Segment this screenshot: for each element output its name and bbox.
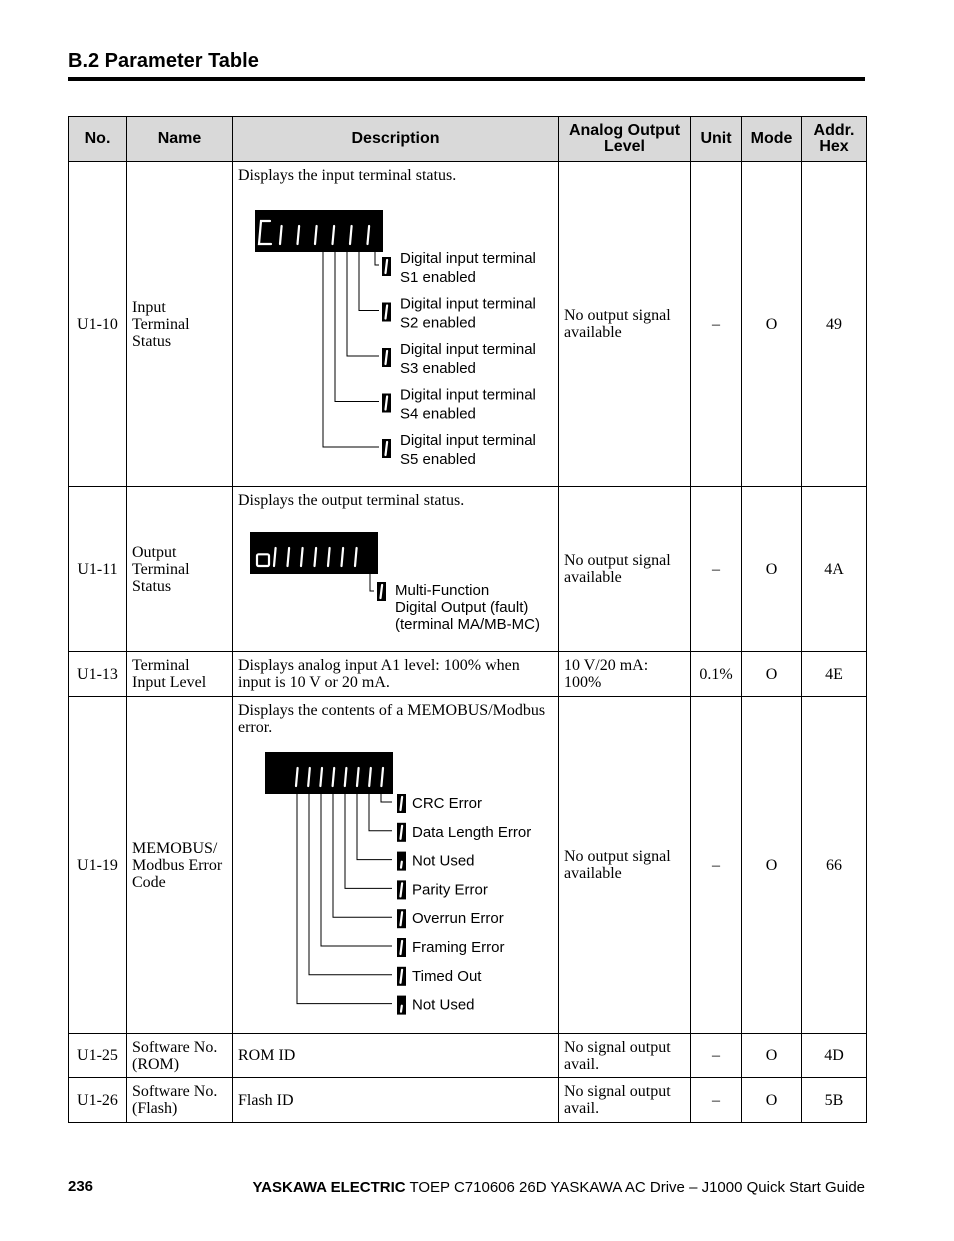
diagram-label: Not Used	[412, 996, 475, 1014]
diagram-label: Data Length Error	[412, 823, 532, 841]
param-no: U1-19	[69, 697, 127, 1034]
segment-bar	[401, 862, 402, 868]
level-line: available	[564, 569, 622, 586]
param-name-line: Code	[132, 873, 166, 891]
callout-wire	[323, 252, 379, 447]
param-unit: –	[691, 697, 742, 1034]
table-row	[69, 1034, 867, 1078]
callout-wire	[381, 794, 392, 802]
memobus-error-code-diagram	[238, 736, 554, 1021]
display-panel	[265, 752, 393, 794]
param-addr-hex: 49	[802, 162, 867, 487]
param-unit: –	[691, 1078, 742, 1123]
header-analog-output-level	[559, 117, 691, 162]
display-panel	[250, 532, 378, 574]
level-line: avail.	[564, 1100, 600, 1117]
diagram-label: Parity Error	[412, 881, 488, 899]
analog-output-level	[559, 652, 691, 697]
param-no: U1-26	[69, 1078, 127, 1123]
diagram-label: S4 enabled	[400, 405, 476, 423]
table-header-row	[69, 117, 867, 162]
level-line: 10 V/20 mA:	[564, 657, 649, 674]
parameter-table	[68, 116, 867, 1123]
input-terminal-callout	[375, 250, 536, 286]
diagram-label: Multi-Function	[395, 582, 490, 599]
diagram-label: S2 enabled	[400, 314, 476, 332]
param-name-line: Modbus Error	[132, 856, 223, 874]
level-line: available	[564, 324, 622, 341]
param-unit: –	[691, 162, 742, 487]
param-name	[127, 487, 233, 652]
diagram-label: CRC Error	[412, 795, 482, 812]
seven-segment-display	[250, 532, 378, 574]
param-mode: O	[742, 652, 802, 697]
param-name-line: Terminal	[132, 560, 190, 578]
param-description	[233, 162, 559, 487]
footer-doc: TOEP C710606 26D YASKAWA AC Drive – J1000 Quick Start Guide	[405, 1179, 865, 1196]
section-rule	[68, 77, 865, 81]
param-mode: O	[742, 162, 802, 487]
callout-wire	[375, 252, 379, 265]
description-text: Displays the input terminal status.	[238, 167, 457, 184]
input-terminal-status-diagram	[238, 184, 554, 474]
param-no: U1-25	[69, 1034, 127, 1078]
param-name-line: Input Level	[132, 674, 207, 691]
param-name	[127, 652, 233, 697]
output-terminal-callout	[370, 574, 540, 633]
param-no: U1-10	[69, 162, 127, 487]
param-addr-hex: 4A	[802, 487, 867, 652]
param-no: U1-13	[69, 652, 127, 697]
param-addr-hex: 4E	[802, 652, 867, 697]
param-name-line: Input	[132, 298, 166, 316]
param-name-line: Software No.	[132, 1083, 218, 1100]
description-text: Displays the output terminal status.	[238, 492, 465, 509]
seven-segment-display	[255, 210, 383, 252]
header-level-line-2: Level	[604, 138, 645, 155]
diagram-label: Digital input terminal	[400, 432, 536, 449]
param-name-line: Status	[132, 332, 172, 350]
param-description	[233, 652, 559, 697]
param-mode: O	[742, 487, 802, 652]
param-unit: –	[691, 1034, 742, 1078]
callout-wire	[333, 794, 392, 917]
level-line: avail.	[564, 1055, 600, 1073]
seven-segment-display	[265, 752, 393, 794]
param-mode: O	[742, 697, 802, 1034]
header-unit: Unit	[691, 117, 742, 162]
diagram-label: S5 enabled	[400, 451, 476, 468]
diagram-label: Digital input terminal	[400, 386, 536, 404]
level-line: No output signal	[564, 307, 671, 324]
param-description	[233, 487, 559, 652]
error-bit-callout	[381, 794, 482, 813]
table-row	[69, 697, 867, 1034]
param-no: U1-11	[69, 487, 127, 652]
diagram-label: Digital input terminal	[400, 295, 536, 313]
param-name-line: Terminal	[132, 657, 190, 674]
diagram-label: (terminal MA/MB-MC)	[395, 616, 540, 633]
param-name	[127, 1078, 233, 1123]
description-line: Displays the contents of a MEMOBUS/Modbus	[238, 702, 546, 719]
param-mode: O	[742, 1034, 802, 1078]
diagram-label: Overrun Error	[412, 910, 504, 928]
page-number: 236	[68, 1178, 94, 1195]
header-description: Description	[233, 117, 559, 162]
diagram-label: Digital input terminal	[400, 250, 536, 267]
footer-brand: YASKAWA ELECTRIC	[252, 1179, 406, 1196]
header-addr-line-1: Addr.	[813, 122, 855, 139]
param-name-line: MEMOBUS/	[132, 839, 218, 857]
param-name-line: Status	[132, 577, 172, 595]
param-addr-hex: 66	[802, 697, 867, 1034]
description-line: input is 10 V or 20 mA.	[238, 674, 390, 691]
param-name-line: (Flash)	[132, 1100, 178, 1117]
header-no: No.	[69, 117, 127, 162]
param-unit: 0.1%	[691, 652, 742, 697]
header-addr-hex	[802, 117, 867, 162]
header-mode: Mode	[742, 117, 802, 162]
level-line: No signal output	[564, 1038, 671, 1056]
param-name-line: Output	[132, 543, 177, 561]
param-name-line: (ROM)	[132, 1055, 180, 1073]
level-line: No signal output	[564, 1083, 671, 1100]
diagram-label: Digital Output (fault)	[395, 599, 529, 616]
analog-output-level	[559, 487, 691, 652]
param-name	[127, 697, 233, 1034]
param-description	[233, 697, 559, 1034]
analog-output-level	[559, 1078, 691, 1123]
callout-wire	[370, 574, 374, 591]
header-level-line-1: Analog Output	[568, 122, 681, 139]
header-name: Name	[127, 117, 233, 162]
header-addr-line-2: Hex	[819, 138, 849, 155]
param-mode: O	[742, 1078, 802, 1123]
footer-doc-title	[253, 1179, 865, 1196]
diagram-label: S3 enabled	[400, 360, 476, 377]
param-description: Flash ID	[233, 1078, 559, 1123]
table-row	[69, 162, 867, 487]
callout-wire	[357, 794, 392, 860]
callout-wire	[335, 252, 379, 402]
analog-output-level	[559, 162, 691, 487]
diagram-label: Timed Out	[412, 967, 482, 985]
diagram-label: S1 enabled	[400, 269, 476, 286]
callout-wire	[359, 252, 379, 311]
table-row	[69, 1078, 867, 1123]
diagram-label: Not Used	[412, 852, 475, 870]
display-panel	[255, 210, 383, 252]
table-row	[69, 652, 867, 697]
table-row	[69, 487, 867, 652]
diagram-label: Digital input terminal	[400, 341, 536, 358]
level-line: available	[564, 865, 622, 882]
param-name-line: Terminal	[132, 315, 190, 333]
description-line: Displays analog input A1 level: 100% when	[238, 657, 520, 674]
param-unit: –	[691, 487, 742, 652]
param-description: ROM ID	[233, 1034, 559, 1078]
analog-output-level	[559, 697, 691, 1034]
param-name-line: Software No.	[132, 1038, 218, 1056]
diagram-label: Framing Error	[412, 939, 505, 956]
section-title: B.2 Parameter Table	[68, 50, 259, 72]
segment-bar	[401, 1006, 402, 1012]
param-name	[127, 162, 233, 487]
level-line: No output signal	[564, 552, 671, 569]
callout-wire	[347, 252, 379, 356]
level-line: 100%	[564, 674, 602, 691]
param-name	[127, 1034, 233, 1078]
output-terminal-status-diagram	[238, 509, 554, 639]
param-addr-hex: 5B	[802, 1078, 867, 1123]
error-bit-callout	[321, 794, 505, 957]
description-line: error.	[238, 719, 273, 736]
level-line: No output signal	[564, 848, 671, 865]
analog-output-level	[559, 1034, 691, 1078]
param-addr-hex: 4D	[802, 1034, 867, 1078]
